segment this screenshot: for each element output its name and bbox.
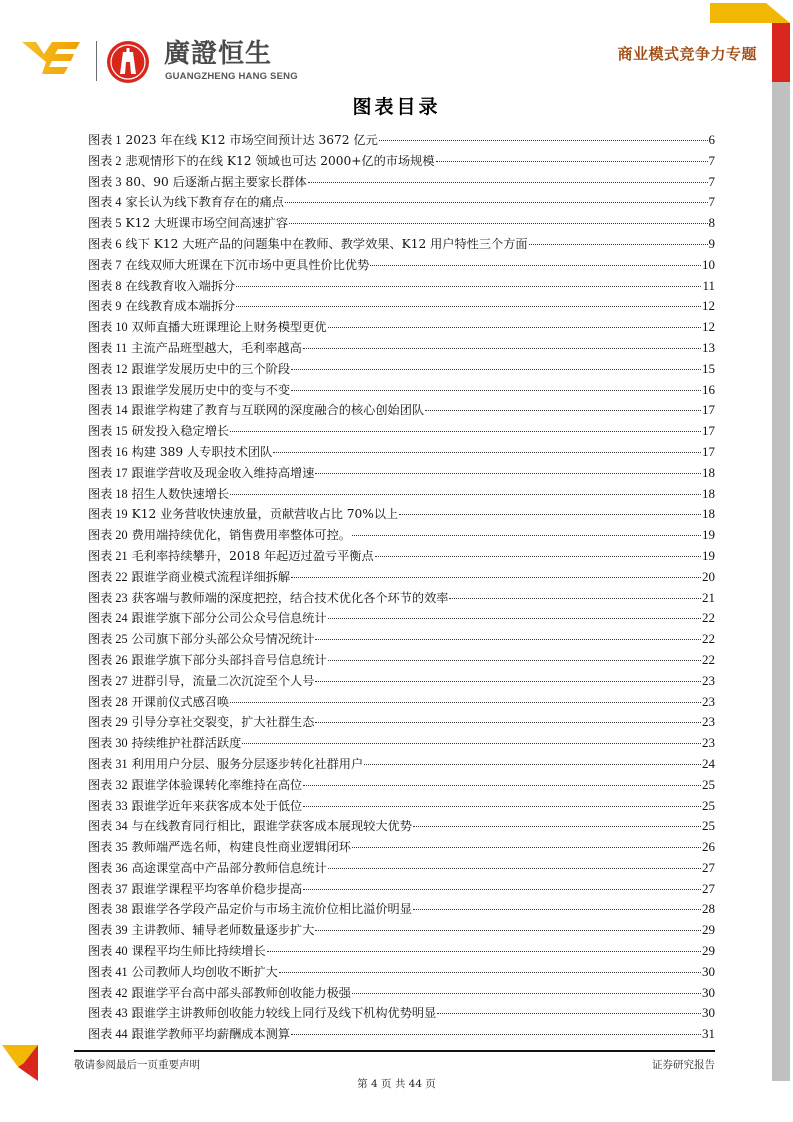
toc-entry-title bbox=[88, 920, 314, 941]
toc-figure-title: 家长认为线下教育存在的痛点 bbox=[125, 195, 284, 210]
toc-leader-dots bbox=[370, 265, 701, 266]
toc-figure-number: 图表 4 bbox=[88, 195, 122, 210]
toc-leader-dots bbox=[236, 306, 701, 307]
toc-entry[interactable] bbox=[88, 255, 715, 276]
toc-entry-title bbox=[88, 400, 424, 421]
toc-figure-title: 线下 K12 大班产品的问题集中在教师、教学效果、K12 用户特性三个方面 bbox=[125, 236, 528, 251]
toc-entry[interactable] bbox=[88, 442, 715, 463]
toc-entry[interactable] bbox=[88, 317, 715, 338]
toc-leader-dots bbox=[291, 1034, 701, 1035]
toc-figure-title: 课程平均生师比持续增长 bbox=[131, 944, 266, 959]
toc-entry[interactable] bbox=[88, 1024, 715, 1045]
toc-figure-title: 跟谁学发展历史中的三个阶段 bbox=[131, 361, 291, 376]
toc-entry[interactable] bbox=[88, 796, 715, 817]
decor-bar-gray bbox=[772, 82, 790, 1081]
corner-triangle-icon bbox=[2, 1045, 38, 1081]
toc-figure-title: 高途课堂高中产品部分教师信息统计 bbox=[131, 860, 327, 875]
toc-figure-title: 在线双师大班课在下沉市场中更具性价比优势 bbox=[125, 257, 370, 272]
toc-entry[interactable] bbox=[88, 1003, 715, 1024]
toc-figure-title: 跟谁学商业模式流程详细拆解 bbox=[131, 569, 291, 584]
toc-leader-dots bbox=[289, 223, 707, 224]
toc-leader-dots bbox=[308, 182, 708, 183]
toc-figure-title: 毛利率持续攀升，2018 年起迈过盈亏平衡点 bbox=[131, 548, 374, 563]
toc-page-number: 16 bbox=[702, 381, 715, 397]
toc-entry-title bbox=[88, 172, 307, 193]
toc-figure-title: 获客端与教师端的深度把控，结合技术优化各个环节的效率 bbox=[131, 590, 449, 605]
toc-page-number: 29 bbox=[702, 922, 715, 938]
toc-page-number: 25 bbox=[702, 776, 715, 792]
toc-figure-title: 费用端持续优化，销售费用率整体可控。 bbox=[131, 528, 351, 543]
toc-leader-dots bbox=[291, 390, 701, 391]
toc-figure-number: 图表 14 bbox=[88, 403, 128, 418]
toc-entry[interactable] bbox=[88, 920, 715, 941]
toc-page-number: 30 bbox=[702, 984, 715, 1000]
toc-figure-title: 跟谁学构建了教育与互联网的深度融合的核心创始团队 bbox=[131, 403, 425, 418]
toc-leader-dots bbox=[328, 868, 701, 869]
toc-leader-dots bbox=[315, 473, 701, 474]
toc-page-number: 23 bbox=[702, 693, 715, 709]
footer-report-type: 证券研究报告 bbox=[652, 1059, 715, 1071]
toc-entry-title bbox=[88, 296, 235, 317]
toc-leader-dots bbox=[379, 140, 708, 141]
decor-bar-yellow bbox=[710, 3, 790, 23]
toc-entry-title bbox=[88, 962, 278, 983]
toc-leader-dots bbox=[291, 577, 701, 578]
toc-figure-number: 图表 11 bbox=[88, 340, 128, 355]
toc-entry[interactable] bbox=[88, 400, 715, 421]
toc-page-number: 7 bbox=[708, 194, 715, 210]
toc-entry[interactable] bbox=[88, 858, 715, 879]
toc-leader-dots bbox=[315, 681, 701, 682]
toc-entry[interactable] bbox=[88, 130, 715, 151]
toc-entry-title bbox=[88, 504, 398, 525]
toc-leader-dots bbox=[425, 410, 701, 411]
toc-entry[interactable] bbox=[88, 151, 715, 172]
toc-figure-number: 图表 1 bbox=[88, 133, 122, 147]
toc-page-number: 10 bbox=[702, 256, 715, 272]
toc-entry[interactable] bbox=[88, 899, 715, 920]
toc-entry-title bbox=[88, 712, 314, 733]
toc-entry[interactable] bbox=[88, 213, 715, 234]
toc-leader-dots bbox=[436, 161, 708, 162]
toc-leader-dots bbox=[328, 618, 701, 619]
toc-leader-dots bbox=[303, 889, 701, 890]
footer-disclaimer: 敬请参阅最后一页重要声明 bbox=[74, 1059, 200, 1071]
toc-entry-title bbox=[88, 899, 412, 920]
toc-page-number: 30 bbox=[702, 963, 715, 979]
toc-entry[interactable] bbox=[88, 421, 715, 442]
toc-figure-title: 跟谁学平台高中部头部教师创收能力极强 bbox=[131, 985, 351, 1000]
toc-entry[interactable] bbox=[88, 296, 715, 317]
toc-entry[interactable] bbox=[88, 733, 715, 754]
toc-figure-number: 图表 2 bbox=[88, 153, 122, 168]
toc-figure-number: 图表 17 bbox=[88, 465, 128, 480]
toc-leader-dots bbox=[352, 535, 701, 536]
toc-figure-number: 图表 44 bbox=[88, 1027, 128, 1042]
toc-leader-dots bbox=[230, 494, 701, 495]
toc-leader-dots bbox=[303, 348, 701, 349]
decor-bar-red bbox=[772, 23, 790, 82]
toc-leader-dots bbox=[285, 202, 708, 203]
toc-figure-title: 教师端严选名师，构建良性商业逻辑闭环 bbox=[131, 840, 351, 855]
toc-leader-dots bbox=[413, 909, 701, 910]
toc-figure-number: 图表 10 bbox=[88, 320, 128, 335]
toc-leader-dots bbox=[449, 598, 701, 599]
toc-page-number: 28 bbox=[702, 901, 715, 917]
toc-entry[interactable] bbox=[88, 276, 715, 297]
toc-figure-number: 图表 29 bbox=[88, 715, 128, 730]
toc-figure-title: 双师直播大班课理论上财务模型更优 bbox=[131, 320, 327, 335]
toc-entry-title bbox=[88, 255, 369, 276]
toc-figure-number: 图表 27 bbox=[88, 673, 128, 688]
toc-entry[interactable] bbox=[88, 608, 715, 629]
page-indicator: 第 4 页 共 44 页 bbox=[357, 1078, 436, 1090]
toc-entry[interactable] bbox=[88, 463, 715, 484]
brand-name-cn: 廣證恒生 bbox=[164, 39, 273, 69]
toc-entry[interactable] bbox=[88, 172, 715, 193]
toc-entry[interactable] bbox=[88, 546, 715, 567]
toc-leader-dots bbox=[303, 806, 701, 807]
toc-entry-title bbox=[88, 775, 302, 796]
toc-entry[interactable] bbox=[88, 816, 715, 837]
toc-entry-title bbox=[88, 629, 314, 650]
toc-figure-number: 图表 19 bbox=[88, 507, 128, 522]
toc-leader-dots bbox=[352, 847, 701, 848]
toc-page-number: 29 bbox=[702, 943, 715, 959]
toc-entry-title bbox=[88, 650, 327, 671]
toc-entry-title bbox=[88, 442, 272, 463]
toc-page-number: 23 bbox=[702, 714, 715, 730]
toc-figure-number: 图表 3 bbox=[88, 174, 122, 189]
toc-figure-title: 主流产品班型越大，毛利率越高 bbox=[131, 340, 302, 355]
toc-page-number: 27 bbox=[702, 880, 715, 896]
toc-page-number: 11 bbox=[702, 277, 715, 293]
toc-page-number: 25 bbox=[702, 818, 715, 834]
toc-page-number: 22 bbox=[702, 651, 715, 667]
toc-entry-title bbox=[88, 317, 327, 338]
toc-entry-title bbox=[88, 151, 435, 172]
toc-entry-title bbox=[88, 1024, 290, 1045]
toc-entry-title bbox=[88, 816, 412, 837]
toc-leader-dots bbox=[236, 286, 701, 287]
toc-figure-title: 2023 年在线 K12 市场空间预计达 3672 亿元 bbox=[125, 133, 378, 147]
toc-figure-number: 图表 9 bbox=[88, 299, 122, 314]
toc-figure-number: 图表 25 bbox=[88, 632, 128, 647]
toc-entry-title bbox=[88, 754, 363, 775]
report-topic: 商业模式竞争力专题 bbox=[617, 45, 757, 63]
toc-leader-dots bbox=[230, 702, 701, 703]
toc-figure-number: 图表 15 bbox=[88, 424, 128, 439]
toc-entry-title bbox=[88, 608, 327, 629]
toc-entry-title bbox=[88, 359, 290, 380]
toc-figure-title: 悲观情形下的在线 K12 领域也可达 2000+亿的市场规模 bbox=[125, 153, 435, 168]
toc-entry-title bbox=[88, 463, 314, 484]
toc-entry-title bbox=[88, 525, 351, 546]
toc-entry[interactable] bbox=[88, 962, 715, 983]
toc-page-number: 15 bbox=[702, 360, 715, 376]
toc-entry[interactable] bbox=[88, 588, 715, 609]
toc-figure-number: 图表 39 bbox=[88, 923, 128, 938]
toc-entry[interactable] bbox=[88, 941, 715, 962]
toc-entry[interactable] bbox=[88, 525, 715, 546]
toc-figure-title: 80、90 后逐渐占据主要家长群体 bbox=[125, 174, 307, 189]
toc-entry[interactable] bbox=[88, 629, 715, 650]
toc-page-number: 7 bbox=[708, 152, 715, 168]
figure-toc bbox=[88, 130, 715, 1045]
toc-page-number: 17 bbox=[702, 423, 715, 439]
toc-leader-dots bbox=[315, 722, 701, 723]
toc-entry-title bbox=[88, 546, 374, 567]
toc-page-number: 17 bbox=[702, 402, 715, 418]
toc-figure-number: 图表 23 bbox=[88, 590, 128, 605]
toc-figure-title: 在线教育成本端拆分 bbox=[125, 299, 236, 314]
toc-figure-title: 招生人数快速增长 bbox=[131, 486, 230, 501]
toc-page-number: 24 bbox=[702, 755, 715, 771]
toc-page-number: 9 bbox=[708, 235, 715, 251]
toc-entry[interactable] bbox=[88, 754, 715, 775]
toc-figure-title: 开课前仪式感召唤 bbox=[131, 694, 230, 709]
toc-page-number: 18 bbox=[702, 506, 715, 522]
toc-figure-number: 图表 5 bbox=[88, 216, 122, 231]
toc-leader-dots bbox=[315, 639, 701, 640]
toc-figure-title: 跟谁学教师平均薪酬成本测算 bbox=[131, 1027, 291, 1042]
toc-figure-title: 跟谁学各学段产品定价与市场主流价位相比溢价明显 bbox=[131, 902, 412, 917]
toc-figure-number: 图表 18 bbox=[88, 486, 128, 501]
toc-page-number: 19 bbox=[702, 547, 715, 563]
toc-figure-number: 图表 41 bbox=[88, 964, 128, 979]
page-title: 图表目录 bbox=[352, 96, 441, 118]
footer-divider bbox=[74, 1050, 715, 1052]
toc-page-number: 26 bbox=[702, 839, 715, 855]
toc-figure-title: 持续维护社群活跃度 bbox=[131, 736, 242, 751]
toc-page-number: 27 bbox=[702, 859, 715, 875]
toc-figure-title: 跟谁学近年来获客成本处于低位 bbox=[131, 798, 303, 813]
toc-leader-dots bbox=[399, 514, 701, 515]
toc-entry[interactable] bbox=[88, 338, 715, 359]
toc-page-number: 17 bbox=[702, 443, 715, 459]
toc-entry[interactable] bbox=[88, 380, 715, 401]
toc-page-number: 8 bbox=[708, 215, 715, 231]
toc-entry-title bbox=[88, 567, 290, 588]
toc-leader-dots bbox=[279, 972, 701, 973]
toc-entry[interactable] bbox=[88, 484, 715, 505]
toc-entry[interactable] bbox=[88, 650, 715, 671]
toc-entry-title bbox=[88, 1003, 436, 1024]
toc-page-number: 19 bbox=[702, 527, 715, 543]
toc-entry-title bbox=[88, 671, 314, 692]
toc-page-number: 6 bbox=[708, 132, 715, 147]
toc-page-number: 18 bbox=[702, 464, 715, 480]
toc-entry-title bbox=[88, 796, 302, 817]
toc-entry-title bbox=[88, 733, 241, 754]
toc-page-number: 12 bbox=[702, 298, 715, 314]
toc-figure-title: 与在线教育同行相比，跟谁学获客成本展现较大优势 bbox=[131, 819, 412, 834]
toc-figure-number: 图表 38 bbox=[88, 902, 128, 917]
toc-leader-dots bbox=[273, 452, 701, 453]
toc-page-number: 22 bbox=[702, 631, 715, 647]
toc-figure-title: 跟谁学课程平均客单价稳步提高 bbox=[131, 881, 303, 896]
toc-figure-title: 跟谁学旗下部分头部抖音号信息统计 bbox=[131, 652, 327, 667]
toc-page-number: 20 bbox=[702, 568, 715, 584]
toc-entry-title bbox=[88, 692, 229, 713]
toc-figure-title: 引导分享社交裂变，扩大社群生态 bbox=[131, 715, 315, 730]
toc-figure-title: 主讲教师、辅导老师数量逐步扩大 bbox=[131, 923, 315, 938]
toc-figure-title: 研发投入稳定增长 bbox=[131, 424, 230, 439]
toc-entry-title bbox=[88, 380, 290, 401]
toc-figure-number: 图表 43 bbox=[88, 1006, 128, 1021]
toc-leader-dots bbox=[529, 244, 708, 245]
toc-leader-dots bbox=[267, 951, 701, 952]
toc-figure-number: 图表 26 bbox=[88, 652, 128, 667]
toc-figure-number: 图表 8 bbox=[88, 278, 122, 293]
toc-figure-number: 图表 32 bbox=[88, 777, 128, 792]
toc-page-number: 22 bbox=[702, 610, 715, 626]
toc-leader-dots bbox=[242, 743, 701, 744]
toc-entry-title bbox=[88, 130, 378, 151]
toc-figure-number: 图表 37 bbox=[88, 881, 128, 896]
toc-entry-title bbox=[88, 338, 302, 359]
toc-figure-number: 图表 6 bbox=[88, 236, 122, 251]
toc-leader-dots bbox=[413, 826, 701, 827]
toc-page-number: 30 bbox=[702, 1005, 715, 1021]
toc-figure-number: 图表 21 bbox=[88, 548, 128, 563]
toc-figure-number: 图表 24 bbox=[88, 611, 128, 626]
toc-entry[interactable] bbox=[88, 837, 715, 858]
toc-entry-title bbox=[88, 484, 229, 505]
toc-figure-title: 跟谁学营收及现金收入维持高增速 bbox=[131, 465, 315, 480]
toc-figure-title: 公司旗下部分头部公众号情况统计 bbox=[131, 632, 315, 647]
toc-figure-number: 图表 35 bbox=[88, 840, 128, 855]
toc-figure-title: 在线教育收入端拆分 bbox=[125, 278, 236, 293]
toc-entry[interactable] bbox=[88, 775, 715, 796]
toc-figure-title: 利用用户分层、服务分层逐步转化社群用户 bbox=[131, 756, 364, 771]
toc-figure-number: 图表 33 bbox=[88, 798, 128, 813]
toc-figure-title: 构建 389 人专职技术团队 bbox=[131, 444, 273, 459]
toc-entry-title bbox=[88, 234, 528, 255]
toc-figure-number: 图表 12 bbox=[88, 361, 128, 376]
toc-page-number: 21 bbox=[702, 589, 715, 605]
toc-entry[interactable] bbox=[88, 192, 715, 213]
toc-figure-number: 图表 16 bbox=[88, 444, 128, 459]
brand-name-en: GUANGZHENG HANG SENG bbox=[165, 71, 298, 82]
toc-page-number: 23 bbox=[702, 672, 715, 688]
hang-seng-logo-icon bbox=[106, 40, 150, 84]
toc-leader-dots bbox=[328, 660, 701, 661]
toc-page-number: 23 bbox=[702, 735, 715, 751]
toc-leader-dots bbox=[375, 556, 701, 557]
toc-figure-title: K12 业务营收快速放量，贡献营收占比 70%以上 bbox=[131, 507, 399, 522]
toc-entry[interactable] bbox=[88, 712, 715, 733]
toc-figure-number: 图表 7 bbox=[88, 257, 122, 272]
logo-divider bbox=[96, 41, 97, 81]
toc-leader-dots bbox=[437, 1013, 701, 1014]
toc-entry[interactable] bbox=[88, 359, 715, 380]
toc-page-number: 18 bbox=[702, 485, 715, 501]
toc-figure-number: 图表 22 bbox=[88, 569, 128, 584]
toc-figure-title: 公司教师人均创收不断扩大 bbox=[131, 964, 278, 979]
toc-entry[interactable] bbox=[88, 692, 715, 713]
toc-entry-title bbox=[88, 192, 284, 213]
toc-figure-number: 图表 42 bbox=[88, 985, 128, 1000]
toc-figure-title: K12 大班课市场空间高速扩容 bbox=[125, 216, 289, 231]
toc-leader-dots bbox=[291, 369, 701, 370]
toc-page-number: 31 bbox=[702, 1026, 715, 1042]
toc-entry[interactable] bbox=[88, 983, 715, 1004]
toc-entry-title bbox=[88, 588, 448, 609]
toc-figure-title: 跟谁学发展历史中的变与不变 bbox=[131, 382, 291, 397]
toc-entry[interactable] bbox=[88, 504, 715, 525]
toc-figure-number: 图表 28 bbox=[88, 694, 128, 709]
toc-leader-dots bbox=[303, 785, 701, 786]
toc-entry[interactable] bbox=[88, 234, 715, 255]
toc-entry[interactable] bbox=[88, 879, 715, 900]
toc-leader-dots bbox=[364, 764, 701, 765]
toc-entry-title bbox=[88, 421, 229, 442]
toc-entry-title bbox=[88, 276, 235, 297]
toc-entry-title bbox=[88, 879, 302, 900]
toc-figure-title: 跟谁学旗下部分公司公众号信息统计 bbox=[131, 611, 327, 626]
ye-logo-icon bbox=[22, 40, 80, 78]
toc-entry[interactable] bbox=[88, 671, 715, 692]
toc-leader-dots bbox=[315, 930, 701, 931]
toc-figure-number: 图表 30 bbox=[88, 736, 128, 751]
toc-figure-title: 跟谁学主讲教师创收能力较线上同行及线下机构优势明显 bbox=[131, 1006, 437, 1021]
toc-leader-dots bbox=[328, 327, 701, 328]
toc-entry-title bbox=[88, 983, 351, 1004]
toc-entry-title bbox=[88, 213, 288, 234]
toc-figure-number: 图表 20 bbox=[88, 528, 128, 543]
toc-entry-title bbox=[88, 837, 351, 858]
toc-figure-number: 图表 31 bbox=[88, 756, 128, 771]
toc-figure-title: 进群引导，流量二次沉淀至个人号 bbox=[131, 673, 315, 688]
toc-page-number: 25 bbox=[702, 797, 715, 813]
toc-figure-number: 图表 40 bbox=[88, 944, 128, 959]
toc-entry-title bbox=[88, 941, 266, 962]
toc-leader-dots bbox=[230, 431, 701, 432]
toc-page-number: 7 bbox=[708, 173, 715, 189]
toc-figure-number: 图表 34 bbox=[88, 819, 128, 834]
toc-entry-title bbox=[88, 858, 327, 879]
toc-page-number: 13 bbox=[702, 339, 715, 355]
toc-entry[interactable] bbox=[88, 567, 715, 588]
toc-leader-dots bbox=[352, 993, 701, 994]
toc-figure-number: 图表 13 bbox=[88, 382, 128, 397]
toc-figure-number: 图表 36 bbox=[88, 860, 128, 875]
toc-page-number: 12 bbox=[702, 319, 715, 335]
toc-figure-title: 跟谁学体验课转化率维持在高位 bbox=[131, 777, 303, 792]
